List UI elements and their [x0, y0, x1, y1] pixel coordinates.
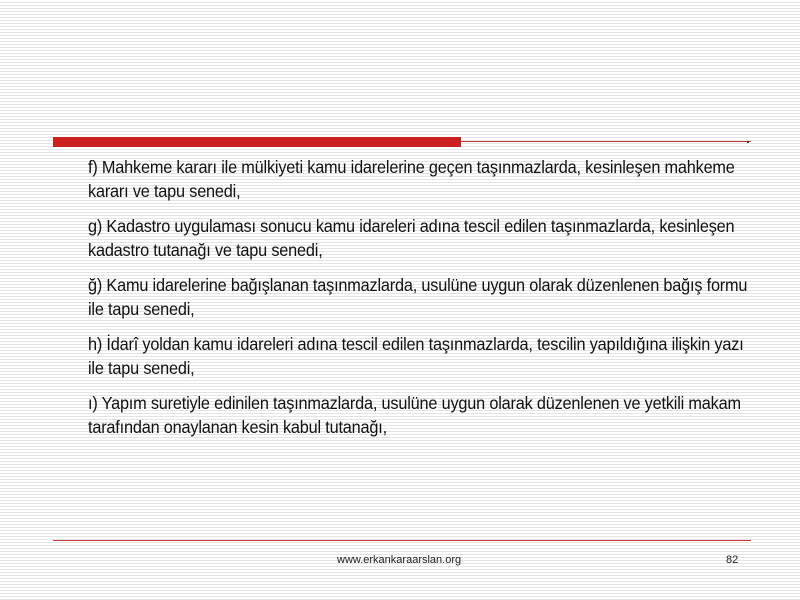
- footer-url: www.erkankaraarslan.org: [337, 554, 462, 566]
- title-bar-accent: [53, 137, 461, 147]
- title-bar-rule: [461, 141, 751, 142]
- list-item-i: ı) Yapım suretiyle edinilen taşınmazlarda, usulüne uygun olarak düzenlenen ve yetkili makam tarafından onaylanan kesin kabul tutanağı,: [88, 393, 741, 437]
- page-number: 82: [726, 554, 739, 566]
- list-item-g: g) Kadastro uygulaması sonucu kamu idareleri adına tescil edilen taşınmazlarda, kesinleşen kadastro tutanağı ve tapu senedi,: [88, 216, 735, 260]
- list-item-f: f) Mahkeme kararı ile mülkiyeti kamu idarelerine geçen taşınmazlarda, kesinleşen mahkeme kararı ve tapu senedi,: [88, 157, 735, 201]
- list-item-h: h) İdarî yoldan kamu idareleri adına tescil edilen taşınmazlarda, tescilin yapıldığına ilişkin yazı ile tapu senedi,: [88, 334, 744, 378]
- title-bar: [53, 137, 751, 147]
- footer-rule: [53, 540, 751, 541]
- slide-content: [88, 156, 753, 451]
- corner-dot: [747, 141, 749, 143]
- list-item-gh: ğ) Kamu idarelerine bağışlanan taşınmazlarda, usulüne uygun olarak düzenlenen bağış formu ile tapu senedi,: [88, 275, 748, 319]
